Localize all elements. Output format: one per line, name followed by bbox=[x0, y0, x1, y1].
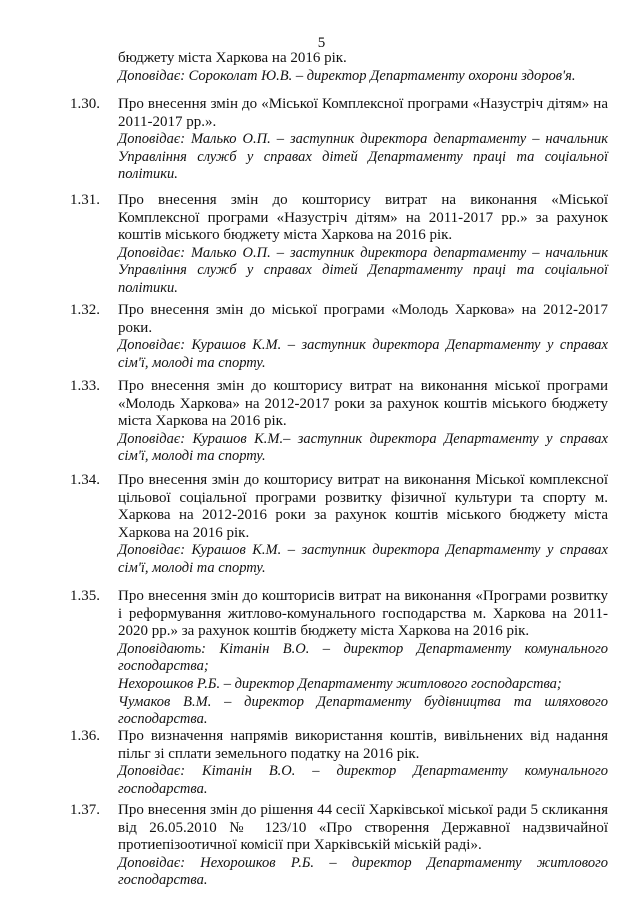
item-speaker: Доповідає: Малько О.П. – заступник директора департаменту – начальник Управління служб у справах дітей Департаменту праці та соціальної політики. bbox=[118, 244, 608, 296]
item-number: 1.35. bbox=[70, 588, 100, 604]
item-speaker: Доповідає: Малько О.П. – заступник директора департаменту – начальник Управління служб у справах дітей Департаменту праці та соціальної політики. bbox=[118, 131, 608, 183]
item-speaker: Нехорошков Р.Б. – директор Департаменту житлового господарства; bbox=[118, 675, 562, 692]
item-speaker: Чумаков В.М. – директор Департаменту будівництва та шляхового господарства. bbox=[118, 693, 608, 728]
item-text: Про внесення змін до кошторису витрат на виконання «Міської Комплексної програми «Назустріч дітям» на 2011-2017 рр.» за рахунок коштів міського бюджету міста Харкова на 2016 рік. bbox=[118, 192, 608, 244]
item-speaker: Доповідає: Нехорошков Р.Б. – директор Департаменту житлового господарства. bbox=[118, 854, 608, 889]
item-speaker: Доповідає: Сороколат Ю.В. – директор Департаменту охорони здоров'я. bbox=[118, 67, 576, 84]
item-number: 1.33. bbox=[70, 378, 100, 394]
item-text: бюджету міста Харкова на 2016 рік. bbox=[118, 50, 347, 66]
item-number: 1.30. bbox=[70, 96, 100, 112]
item-text: Про визначення напрямів використання коштів, вивільнених від надання пільг зі сплати земельного податку на 2016 рік. bbox=[118, 728, 608, 762]
item-text: Про внесення змін до рішення 44 сесії Харківської міської ради 5 скликання від 26.05.2010 № 123/10 «Про створення Державної надзвичайної протиепізоотичної комісії при Харківській міській раді». bbox=[118, 802, 608, 854]
item-speaker: Доповідає: Курашов К.М. – заступник директора Департаменту у справах сім'ї, молоді та спорту. bbox=[118, 337, 608, 371]
item-text: Про внесення змін до «Міської Комплексної програми «Назустріч дітям» на 2011-2017 рр.». bbox=[118, 96, 608, 130]
item-speaker: Доповідає: Курашов К.М. – заступник директора Департаменту у справах сім'ї, молоді та спорту. bbox=[118, 542, 608, 576]
page-number: 5 bbox=[317, 35, 326, 51]
item-number: 1.36. bbox=[70, 728, 100, 744]
item-text: Про внесення змін до кошторисів витрат на виконання «Програми розвитку і реформування житлово-комунального господарства м. Харкова на 2011-2020 рр.» за рахунок коштів бюджету міста Харкова на 2016 рік. bbox=[118, 588, 608, 640]
item-text: Про внесення змін до кошторису витрат на виконання Міської комплексної цільової соціальної програми розвитку фізичної культури та спорту м. Харкова на 2012-2016 роки за рахунок коштів міського бюджету міста Харкова на 2016 рік. bbox=[118, 472, 608, 541]
item-speaker: Доповідають: Кітанін В.О. – директор Департаменту комунального господарства; bbox=[118, 640, 608, 675]
item-number: 1.32. bbox=[70, 302, 100, 318]
item-number: 1.34. bbox=[70, 472, 100, 488]
item-speaker: Доповідає: Курашов К.М.– заступник директора Департаменту у справах сім'ї, молоді та спорту. bbox=[118, 430, 608, 465]
item-text: Про внесення змін до кошторису витрат на виконання міської програми «Молодь Харкова» на 2012-2017 роки за рахунок коштів міського бюджету міста Харкова на 2016 рік. bbox=[118, 378, 608, 430]
item-number: 1.31. bbox=[70, 192, 100, 208]
item-speaker: Доповідає: Кітанін В.О. – директор Департаменту комунального господарства. bbox=[118, 763, 608, 797]
item-number: 1.37. bbox=[70, 802, 100, 818]
continued-item bbox=[118, 50, 608, 85]
item-text: Про внесення змін до міської програми «Молодь Харкова» на 2012-2017 роки. bbox=[118, 302, 608, 336]
